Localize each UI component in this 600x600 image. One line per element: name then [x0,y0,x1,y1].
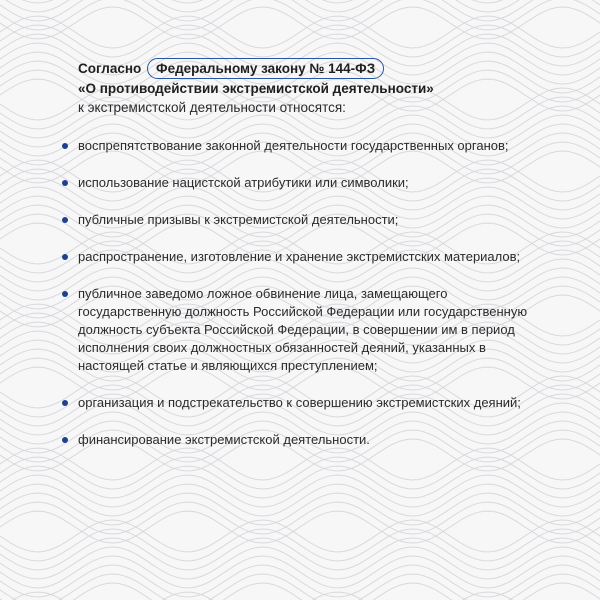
bullet-dot [62,400,68,406]
list-item: воспрепятствование законной деятельности государственных органов; [78,137,538,155]
bullet-dot [62,291,68,297]
list-item: использование нацистской атрибутики или символики; [78,174,538,192]
law-title: «О противодействии экстремистской деятельности» [78,81,434,96]
intro-rest: к экстремистской деятельности относятся: [78,100,346,115]
intro-word: Согласно [78,61,142,76]
bullet-dot [62,180,68,186]
list-item: публичное заведомо ложное обвинение лица, замещающего государственную должность Российской Федерации или государственную должность субъекта Российской Федерации, в совершении им в период исполнения своих должностных обязанностей деяний, указанных в настоящей статье и являющихся преступлением; [78,285,538,375]
wave-line [0,0,600,12]
wave-line [0,0,600,21]
extremism-list [78,137,538,449]
bullet-dot [62,143,68,149]
list-item: организация и подстрекательство к совершению экстремистских деяний; [78,394,538,412]
bullet-dot [62,437,68,443]
law-name-highlight: Федеральному закону № 144-ФЗ [147,58,384,79]
bullet-dot [62,217,68,223]
main-content [78,58,538,468]
list-item: публичные призывы к экстремистской деятельности; [78,211,538,229]
wave-line [0,574,600,600]
list-item: распространение, изготовление и хранение экстремистских материалов; [78,248,538,266]
intro-paragraph [78,58,538,117]
list-item: финансирование экстремистской деятельности. [78,431,538,449]
bullet-dot [62,254,68,260]
wave-line [0,583,600,600]
wave-line [0,0,600,3]
